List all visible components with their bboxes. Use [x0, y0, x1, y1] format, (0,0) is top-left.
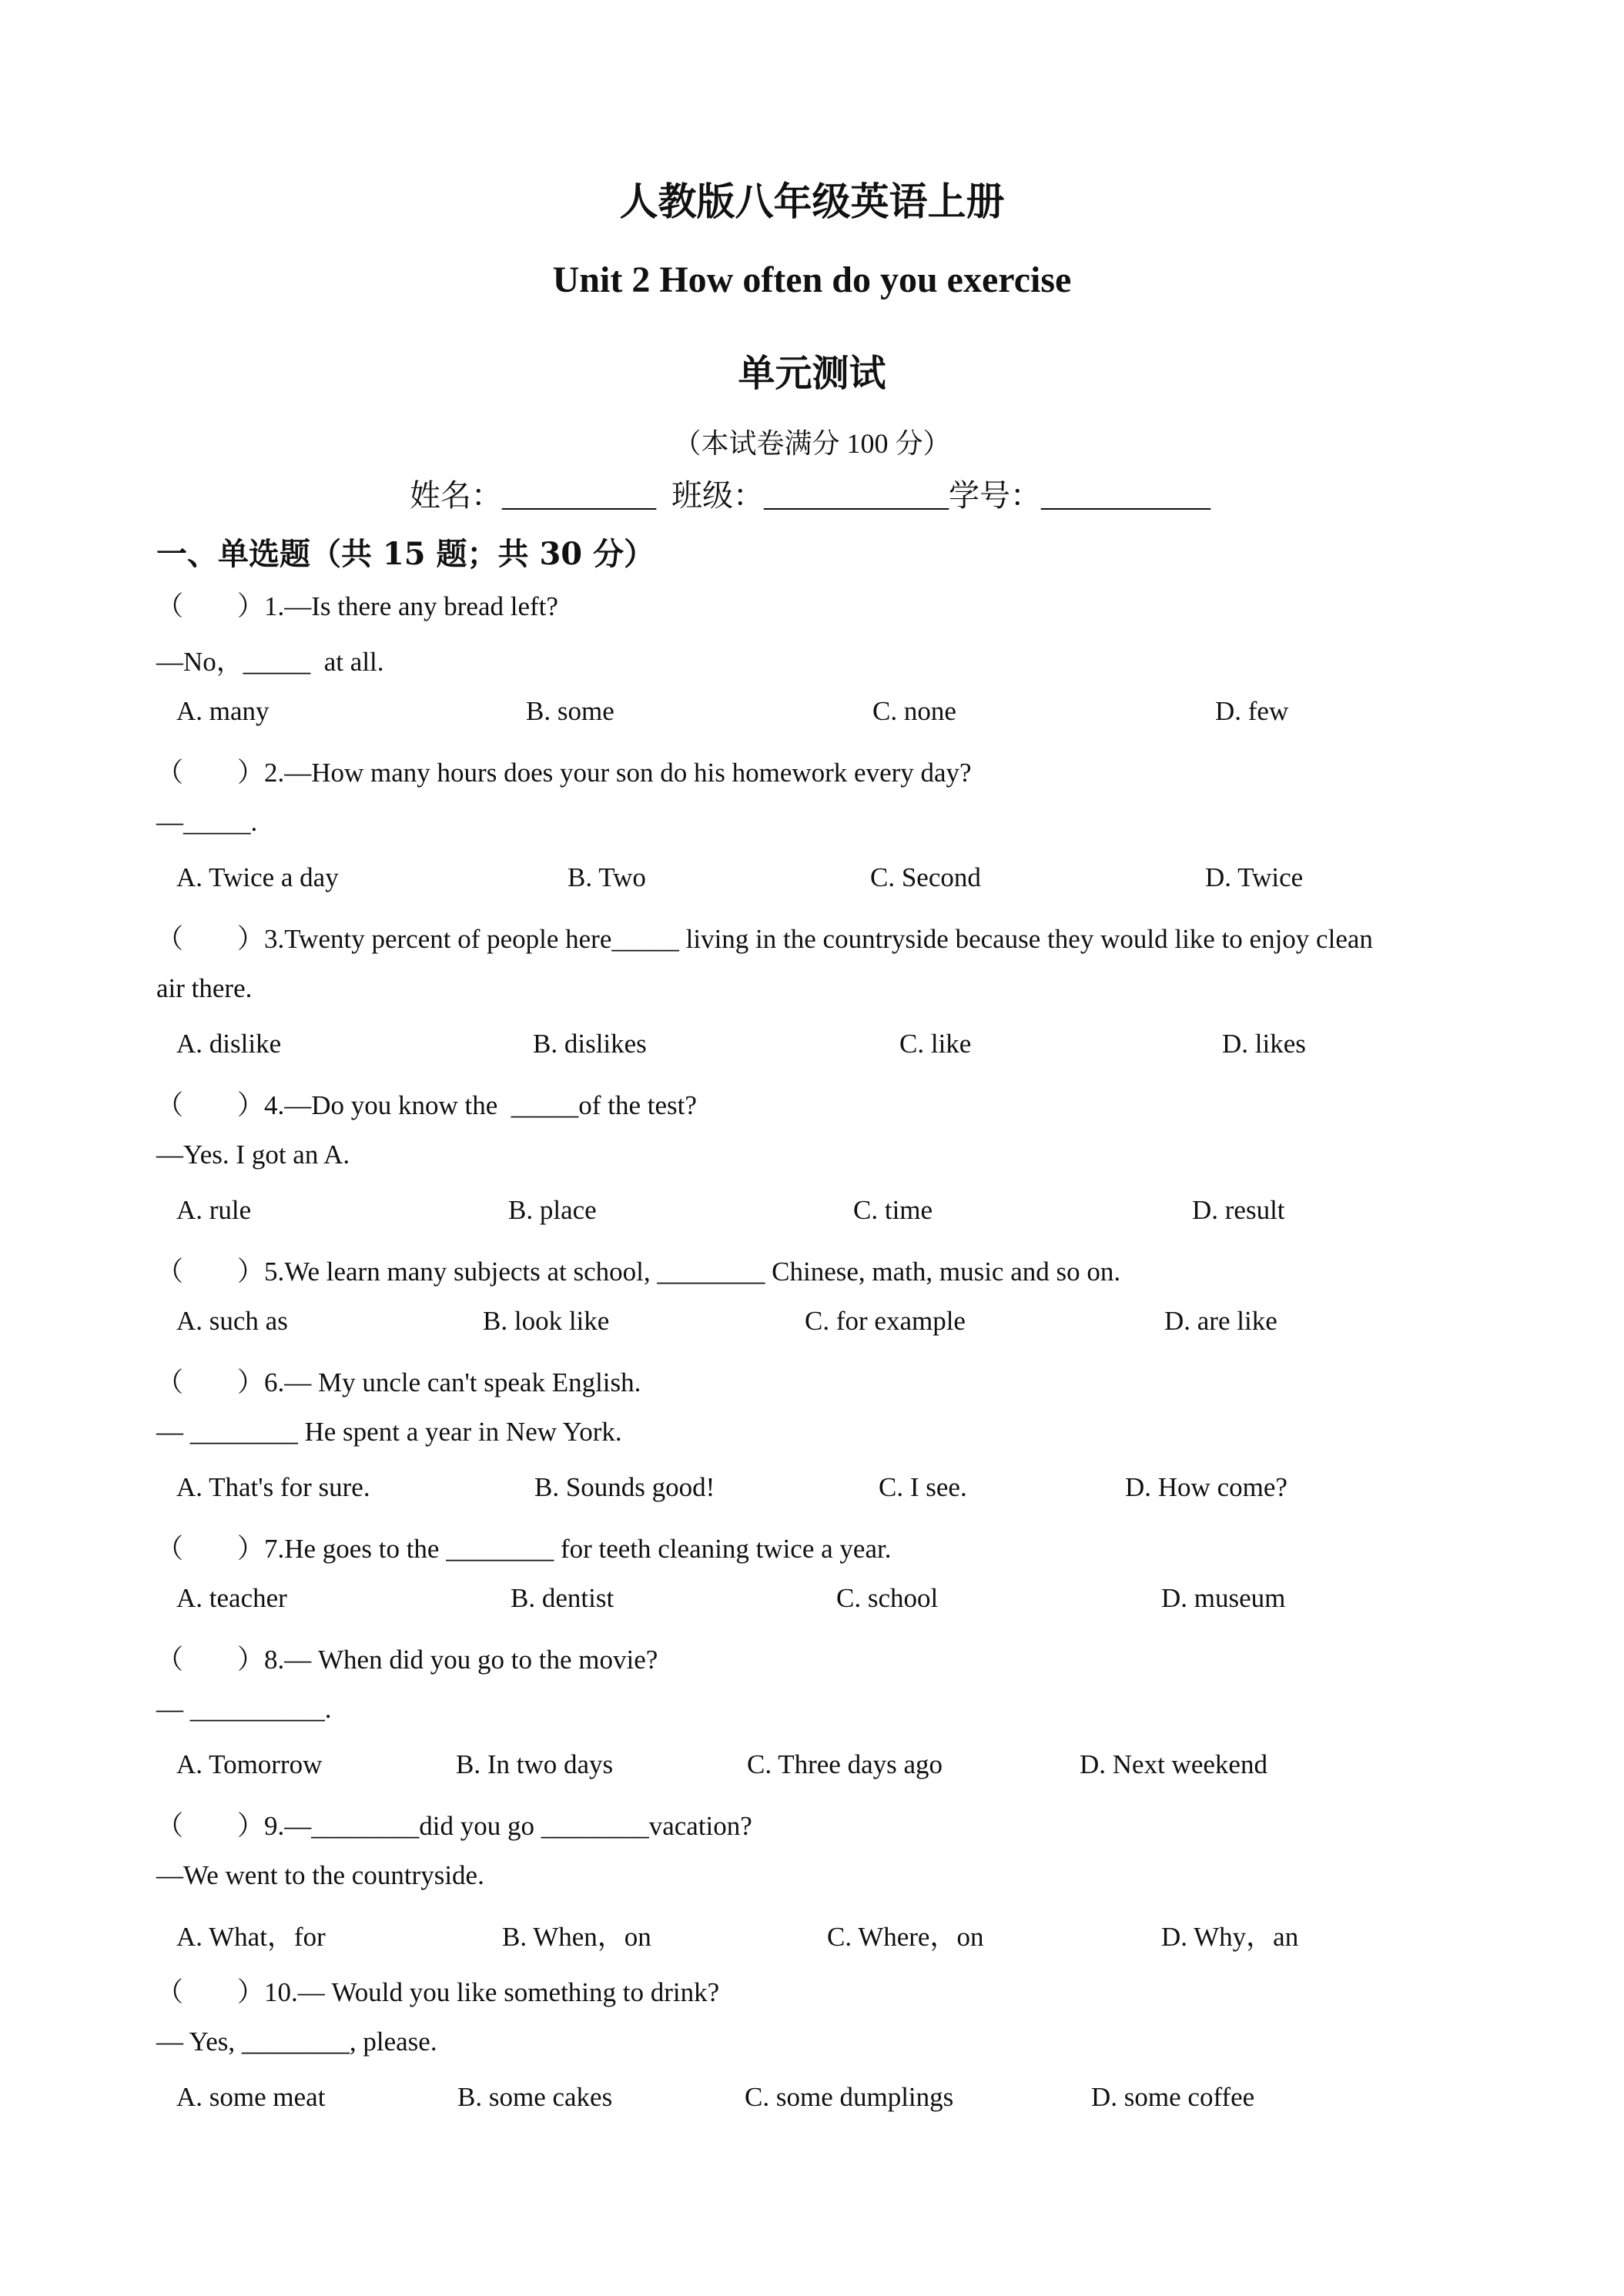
answer-option-a: A. Twice a day [176, 862, 339, 892]
answer-option-b: B. some [526, 696, 614, 726]
answer-option-d: D. few [1215, 696, 1289, 726]
question-line: — __________. [156, 1694, 332, 1724]
question-stem: （ ）8.— When did you go to the movie? [156, 1645, 658, 1675]
answer-option-b: B. dentist [511, 1583, 614, 1613]
answer-option-d: D. museum [1161, 1583, 1286, 1613]
question-stem: （ ）1.—Is there any bread left? [156, 591, 558, 621]
answer-option-c: C. Second [870, 862, 981, 892]
question-stem: （ ）10.— Would you like something to drink? [156, 1977, 720, 2007]
question-stem: （ ）4.—Do you know the _____of the test? [156, 1090, 697, 1120]
answer-option-b: B. In two days [456, 1749, 614, 1779]
answer-option-d: D. are like [1164, 1306, 1277, 1336]
score-note: （本试卷满分 100 分） [673, 428, 951, 459]
question-stem: （ ）2.—How many hours does your son do his homework every day? [156, 758, 972, 788]
question-line: —Yes. I got an A. [156, 1140, 350, 1170]
answer-option-d: D. How come? [1125, 1472, 1287, 1502]
question-line: air there. [156, 973, 253, 1003]
answer-option-b: B. place [508, 1195, 597, 1225]
test-title: 单元测试 [738, 352, 886, 395]
question-line: —_____. [156, 807, 258, 837]
answer-option-a: A. dislike [176, 1029, 282, 1059]
answer-option-b: B. some cakes [457, 2082, 613, 2112]
answer-option-b: B. When，on [502, 1922, 651, 1952]
section-heading: 一、单选题（共 15 题；共 30 分） [156, 536, 655, 572]
answer-option-c: C. Where，on [827, 1922, 984, 1952]
answer-option-c: C. Three days ago [747, 1749, 943, 1779]
answer-option-c: C. some dumplings [745, 2082, 954, 2112]
answer-option-a: A. rule [176, 1195, 252, 1225]
answer-option-c: C. time [853, 1195, 933, 1225]
answer-option-a: A. teacher [176, 1583, 287, 1613]
answer-option-a: A. Tomorrow [176, 1749, 323, 1779]
student-info-line: 姓名：__________ 班级：____________学号：___________ [410, 478, 1210, 513]
answer-option-b: B. look like [483, 1306, 610, 1336]
question-line: —No，_____ at all. [156, 647, 384, 677]
answer-option-c: C. like [899, 1029, 972, 1059]
answer-option-a: A. That's for sure. [176, 1472, 370, 1502]
answer-option-a: A. many [176, 696, 270, 726]
answer-option-d: D. Twice [1205, 862, 1304, 892]
answer-option-d: D. likes [1222, 1029, 1306, 1059]
answer-option-c: C. for example [805, 1306, 966, 1336]
question-stem: （ ）3.Twenty percent of people here_____ living in the countryside because they would like to enjoy clean [156, 924, 1373, 954]
answer-option-c: C. none [872, 696, 956, 726]
answer-option-b: B. Two [568, 862, 646, 892]
answer-option-a: A. such as [176, 1306, 288, 1336]
document-title: 人教版八年级英语上册 [619, 179, 1005, 224]
answer-option-c: C. school [836, 1583, 939, 1613]
answer-option-a: A. some meat [176, 2082, 326, 2112]
answer-option-d: D. some coffee [1091, 2082, 1255, 2112]
answer-option-c: C. I see. [879, 1472, 967, 1502]
question-line: —We went to the countryside. [156, 1860, 484, 1890]
question-line: — Yes, ________, please. [156, 2027, 437, 2057]
answer-option-b: B. dislikes [533, 1029, 647, 1059]
question-stem: （ ）6.— My uncle can't speak English. [156, 1367, 641, 1397]
question-stem: （ ）5.We learn many subjects at school, ________ Chinese, math, music and so on. [156, 1257, 1121, 1287]
question-stem: （ ）7.He goes to the ________ for teeth cleaning twice a year. [156, 1534, 892, 1564]
answer-option-d: D. Next weekend [1080, 1749, 1267, 1779]
answer-option-d: D. result [1192, 1195, 1285, 1225]
answer-option-d: D. Why，an [1161, 1922, 1299, 1952]
unit-title: Unit 2 How often do you exercise [552, 259, 1072, 300]
question-stem: （ ）9.—________did you go ________vacation? [156, 1811, 752, 1841]
answer-option-b: B. Sounds good! [534, 1472, 715, 1502]
question-line: — ________ He spent a year in New York. [156, 1417, 622, 1447]
answer-option-a: A. What，for [176, 1922, 326, 1952]
